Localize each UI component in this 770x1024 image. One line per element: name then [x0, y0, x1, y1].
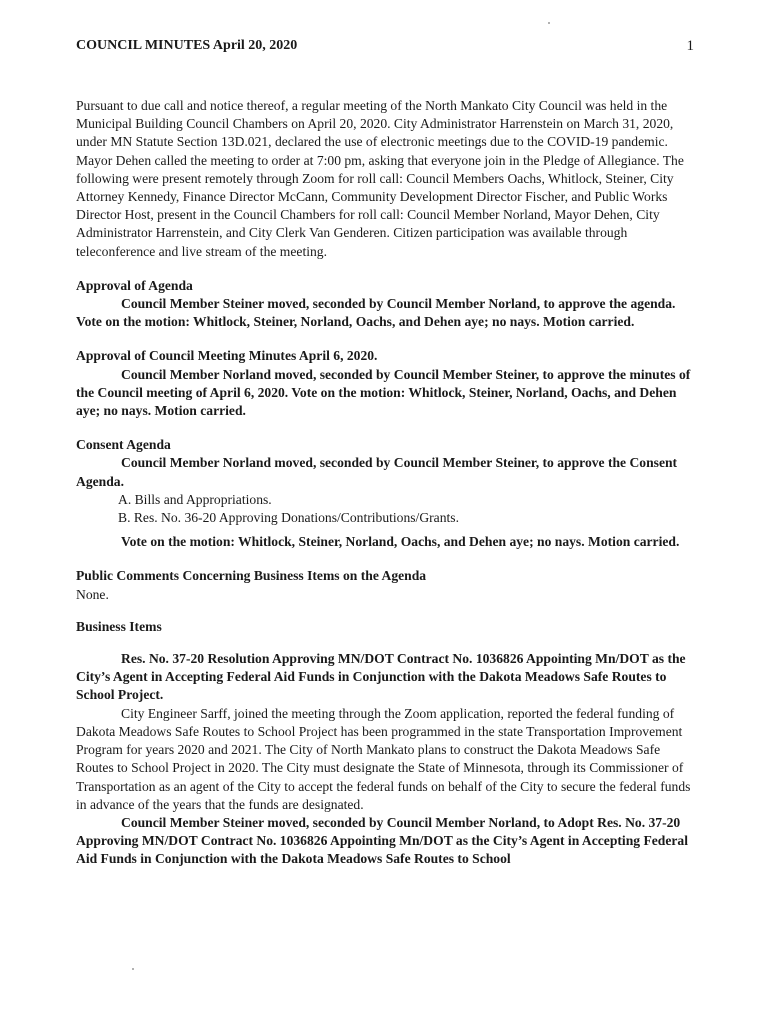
page-number: 1: [686, 38, 694, 54]
section-heading: Business Items: [76, 618, 162, 634]
motion-text: Council Member Norland moved, seconded by Council Member Steiner, to approve the Consent Agenda.: [76, 455, 678, 489]
vote-text: Vote on the motion: Whitlock, Steiner, Norland, Oachs, and Dehen aye; no nays. Motion carried.: [121, 534, 680, 550]
section-consent-agenda: [76, 436, 696, 551]
section-text: None.: [76, 586, 109, 602]
section-business-items: [76, 618, 696, 869]
section-public-comments: [76, 567, 696, 603]
scan-speck: [548, 22, 550, 24]
section-heading: Approval of Council Meeting Minutes April 6, 2020.: [76, 348, 378, 364]
section-approval-agenda: [76, 277, 696, 332]
list-item: B. Res. No. 36-20 Approving Donations/Contributions/Grants.: [118, 510, 459, 526]
section-approval-minutes: [76, 347, 696, 420]
section-heading: Public Comments Concerning Business Items on the Agenda: [76, 568, 427, 584]
motion-text: Council Member Steiner moved, seconded by Council Member Norland, to approve the agenda. Vote on the motion: Whitlock, Steiner, Norland, Oachs, and Dehen aye; no nays. Motion carried.: [76, 296, 676, 330]
scan-speck: [132, 968, 134, 970]
section-heading: Approval of Agenda: [76, 277, 193, 293]
motion-text: Council Member Steiner moved, seconded by Council Member Norland, to Adopt Res. No. 37-20 Approving MN/DOT Contract No. 1036826 Appointing Mn/DOT as the City’s Agent in Accepting Federal Aid Funds in Conjunction with the Dakota Meadows Safe Routes to School: [76, 814, 688, 867]
intro-paragraph: Pursuant to due call and notice thereof, a regular meeting of the North Mankato City Council was held in the Municipal Building Council Chambers on April 20, 2020. City Administrator Harrenstein on March 31, 2020, under MN Statute Section 13D.021, declared the use of electronic meetings due to the COVID-19 pandemic. Mayor Dehen called the meeting to order at 7:00 pm, asking that everyone join in the Pledge of Allegiance. The following were present remotely through Zoom for roll call: Council Members Oachs, Whitlock, Steiner, City Attorney Kennedy, Finance Director McCann, Community Development Director Fischer, and Public Works Director Host, present in the Council Chambers for roll call: Council Member Norland, Mayor Dehen, City Administrator Harrenstein, and City Clerk Van Genderen. Citizen participation was available through teleconference and live stream of the meeting.: [76, 98, 684, 259]
page-header: [76, 38, 694, 54]
report-paragraph: City Engineer Sarff, joined the meeting through the Zoom application, reported the federal funding of Dakota Meadows Safe Routes to School Project has been programmed in the state Transportation Improvement Program for years 2020 and 2021. The City of North Mankato plans to construct the Dakota Meadows Safe Routes to School Project in 2020. The City must designate the State of Minnesota, through its Commissioner of Transportation as an agent of the City to accept the federal funds on behalf of the City to secure the federal funds in advance of the years that the funds are designated.: [76, 705, 691, 812]
document-title: COUNCIL MINUTES April 20, 2020: [76, 38, 298, 53]
resolution-title: Res. No. 37-20 Resolution Approving MN/DOT Contract No. 1036826 Appointing Mn/DOT as the City’s Agent in Accepting Federal Aid Funds in Conjunction with the Dakota Meadows Safe Routes to School Project.: [76, 651, 686, 703]
minutes-body: [76, 97, 696, 869]
motion-text: Council Member Norland moved, seconded by Council Member Steiner, to approve the minutes of the Council meeting of April 6, 2020. Vote on the motion: Whitlock, Steiner, Norland, Oachs, and Dehen aye; no nays. Motion carried.: [76, 366, 691, 419]
section-heading: Consent Agenda: [76, 437, 171, 453]
list-item: A. Bills and Appropriations.: [118, 491, 272, 507]
